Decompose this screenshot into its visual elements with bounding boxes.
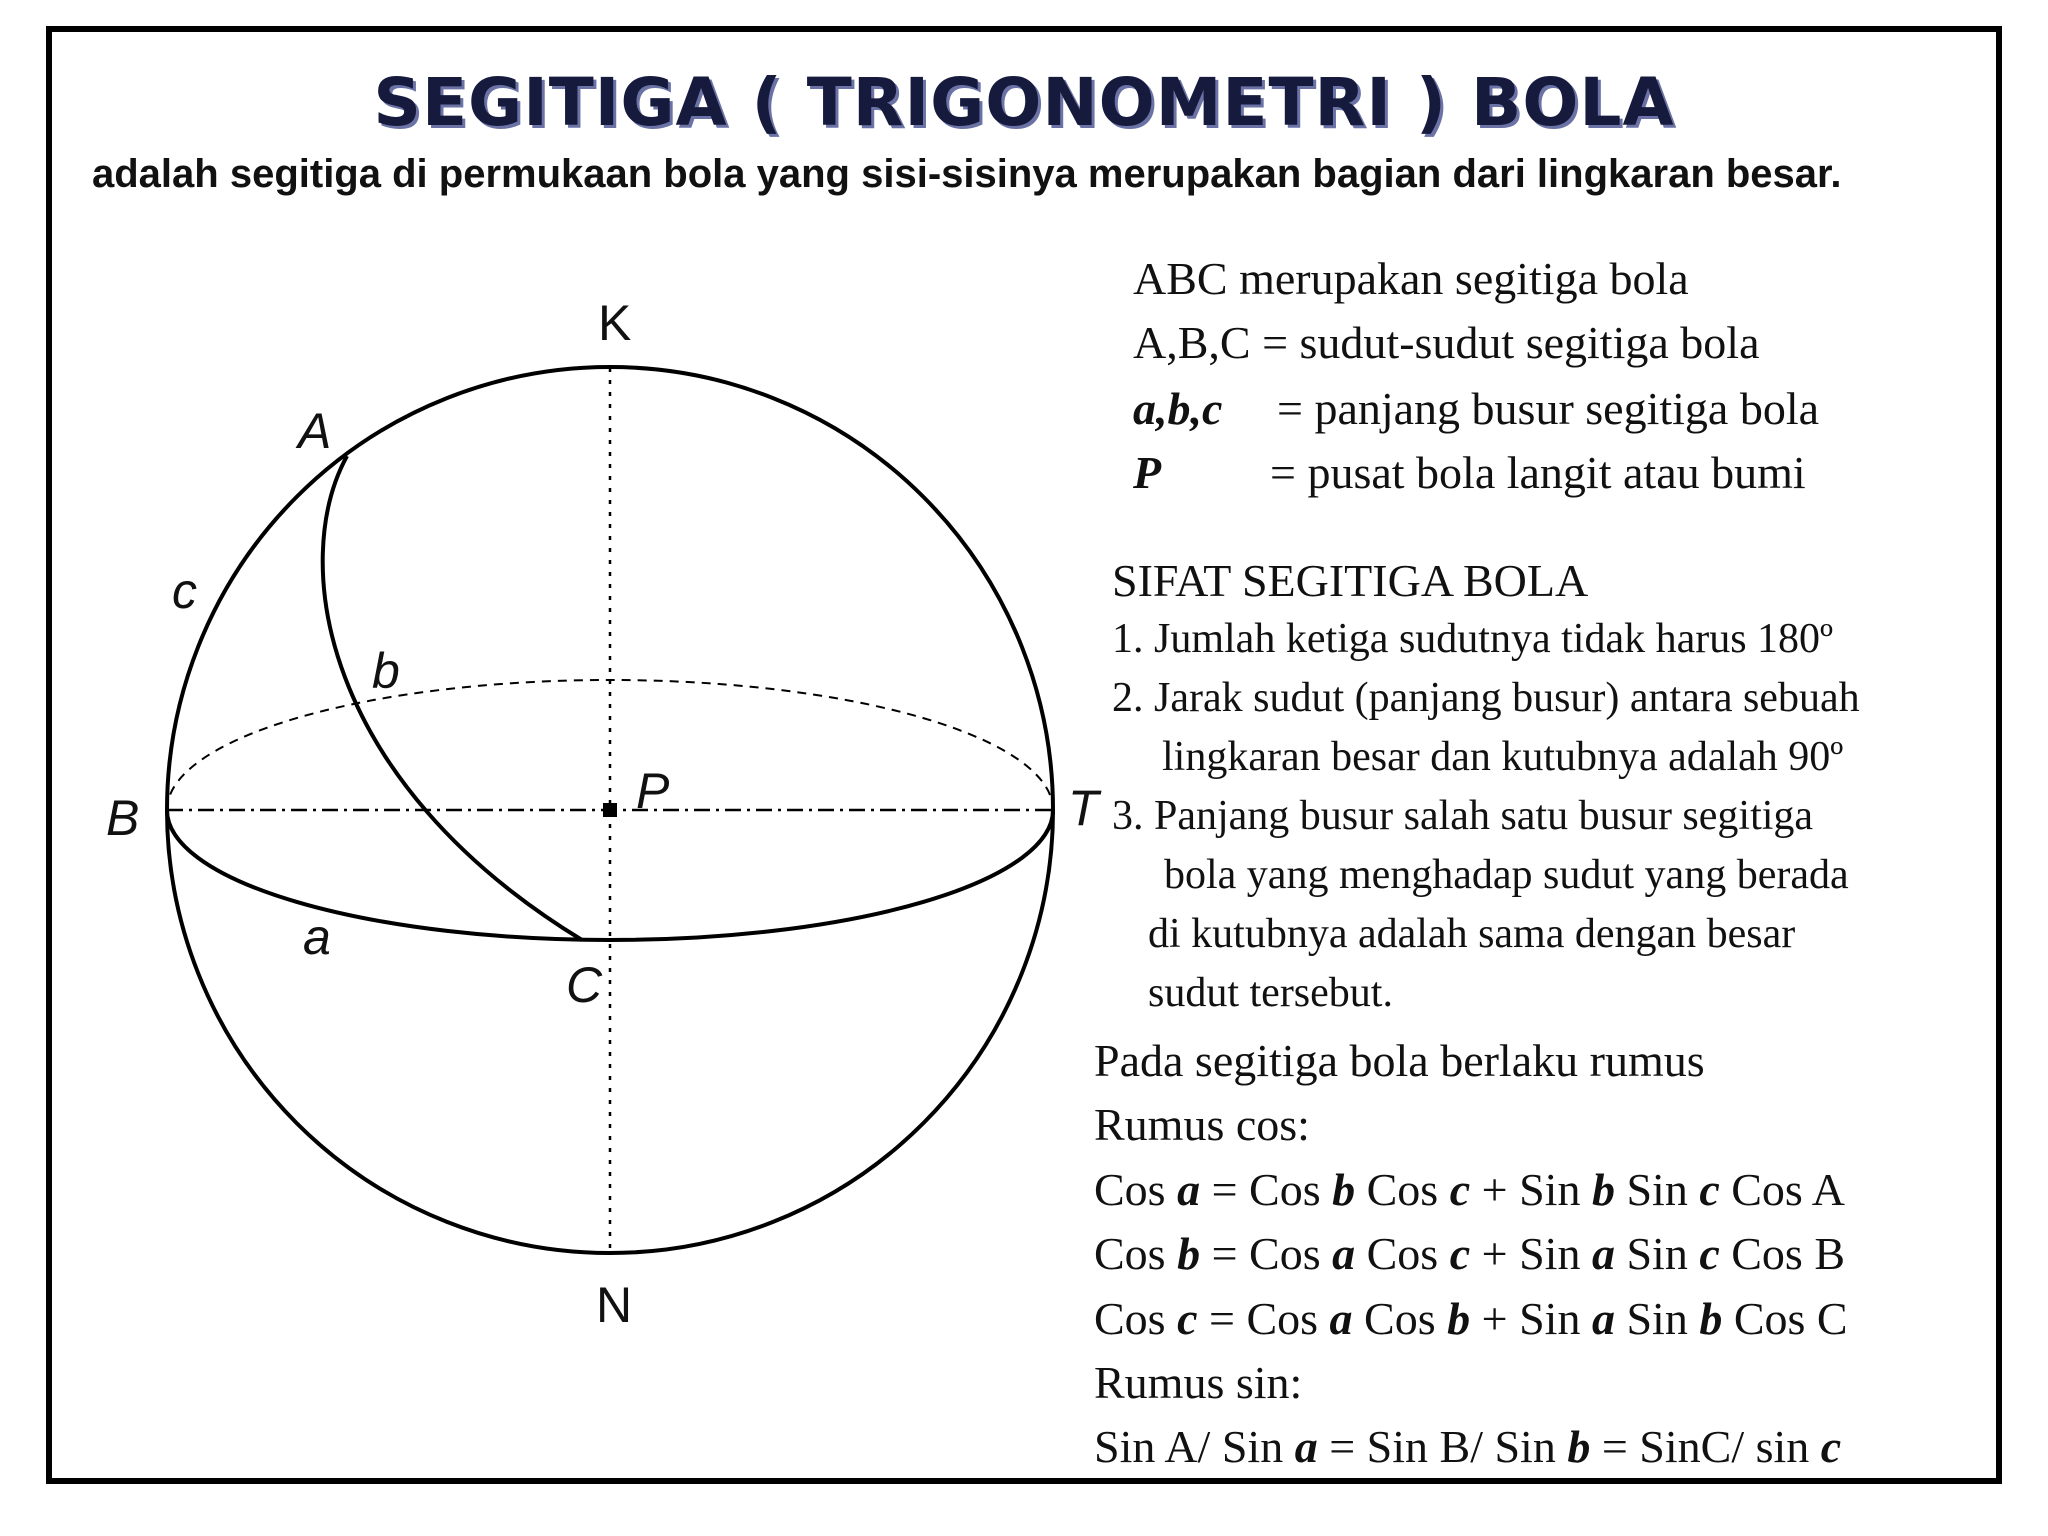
arc-b — [323, 456, 582, 940]
formula-text: = Sin B/ Sin — [1317, 1421, 1568, 1472]
label-arc-c: c — [172, 563, 197, 619]
formula-variable: a — [1329, 1293, 1353, 1344]
cos-rule-heading: Rumus cos: — [1094, 1099, 1310, 1150]
formula-variable: b — [1567, 1421, 1591, 1472]
label-c-vertex: C — [566, 957, 603, 1013]
label-arc-a: a — [303, 909, 331, 965]
formula-variable: c — [1699, 1164, 1720, 1215]
def-line-3-symbol: a,b,c — [1133, 383, 1223, 434]
formula-text: Cos — [1355, 1164, 1450, 1215]
formula-variable: b — [1591, 1164, 1615, 1215]
formula-text: Cos — [1094, 1164, 1178, 1215]
formula-text: Cos A — [1719, 1164, 1846, 1215]
property-line: di kutubnya adalah sama dengan besar — [1148, 911, 1796, 957]
label-p: P — [636, 763, 670, 819]
formula-variable: a — [1591, 1228, 1615, 1279]
formula-variable: b — [1447, 1293, 1471, 1344]
formula-text: = Cos — [1200, 1228, 1333, 1279]
sin-rule-heading: Rumus sin: — [1094, 1357, 1303, 1408]
label-b-vertex: B — [106, 790, 140, 846]
formula-variable: c — [1820, 1421, 1842, 1472]
formula-text: Cos C — [1722, 1293, 1848, 1344]
cos-b-formula — [1094, 1228, 1846, 1279]
property-line: 2. Jarak sudut (panjang busur) antara sebuah — [1112, 675, 1860, 721]
formula-text: Cos — [1355, 1228, 1450, 1279]
formula-variable: c — [1177, 1293, 1198, 1344]
label-n: N — [596, 1277, 633, 1333]
property-line: bola yang menghadap sudut yang berada — [1164, 852, 1849, 898]
label-arc-b: b — [372, 643, 400, 699]
properties-heading: SIFAT SEGITIGA BOLA — [1112, 555, 1589, 606]
center-point — [603, 803, 617, 817]
formula-text: = SinC/ sin — [1590, 1421, 1821, 1472]
formula-text: + Sin — [1470, 1293, 1592, 1344]
formula-text: Cos B — [1719, 1228, 1846, 1279]
def-line-3-text: = panjang busur segitiga bola — [1277, 383, 1820, 434]
formula-text: = Cos — [1200, 1164, 1333, 1215]
formula-text: = Cos — [1197, 1293, 1330, 1344]
def-line-4-symbol: P — [1133, 447, 1162, 498]
formula-variable: a — [1591, 1293, 1615, 1344]
formula-variable: c — [1449, 1228, 1471, 1279]
property-line: 3. Panjang busur salah satu busur segitiga — [1112, 793, 1814, 839]
label-a-vertex: A — [298, 403, 332, 459]
formula-variable: c — [1449, 1164, 1471, 1215]
formula-text: Cos — [1094, 1293, 1178, 1344]
cos-c-formula — [1094, 1293, 1848, 1344]
page-subtitle: adalah segitiga di permukaan bola yang sisi-sisinya merupakan bagian dari lingkaran besar. — [92, 152, 1842, 196]
formula-text: Sin — [1614, 1228, 1700, 1279]
formula-text: Sin — [1614, 1164, 1700, 1215]
formula-variable: c — [1699, 1228, 1720, 1279]
formula-text: + Sin — [1470, 1228, 1592, 1279]
formula-variable: a — [1332, 1228, 1356, 1279]
formula-variable: a — [1294, 1421, 1318, 1472]
formula-text: + Sin — [1470, 1164, 1592, 1215]
formula-variable: b — [1177, 1228, 1201, 1279]
property-line: sudut tersebut. — [1148, 970, 1393, 1016]
formula-variable: b — [1699, 1293, 1723, 1344]
label-t: T — [1068, 780, 1099, 836]
cos-a-formula — [1094, 1164, 1846, 1215]
property-line: 1. Jumlah ketiga sudutnya tidak harus 180º — [1112, 616, 1834, 662]
sin-rule-formula — [1094, 1421, 1842, 1472]
formula-text: Sin A/ Sin — [1094, 1421, 1295, 1472]
formula-intro: Pada segitiga bola berlaku rumus — [1094, 1035, 1705, 1086]
def-line-4-text: = pusat bola langit atau bumi — [1270, 447, 1806, 498]
formula-text: Sin — [1614, 1293, 1700, 1344]
property-line: lingkaran besar dan kutubnya adalah 90º — [1162, 734, 1844, 780]
def-line-2: A,B,C = sudut-sudut segitiga bola — [1133, 317, 1760, 368]
formula-text: Cos — [1094, 1228, 1178, 1279]
label-k: K — [598, 295, 632, 351]
page-title: SEGITIGA ( TRIGONOMETRI ) BOLA — [373, 64, 1675, 141]
def-line-1: ABC merupakan segitiga bola — [1133, 253, 1689, 304]
formula-text: Cos — [1352, 1293, 1448, 1344]
formula-variable: a — [1177, 1164, 1201, 1215]
formula-variable: b — [1332, 1164, 1356, 1215]
